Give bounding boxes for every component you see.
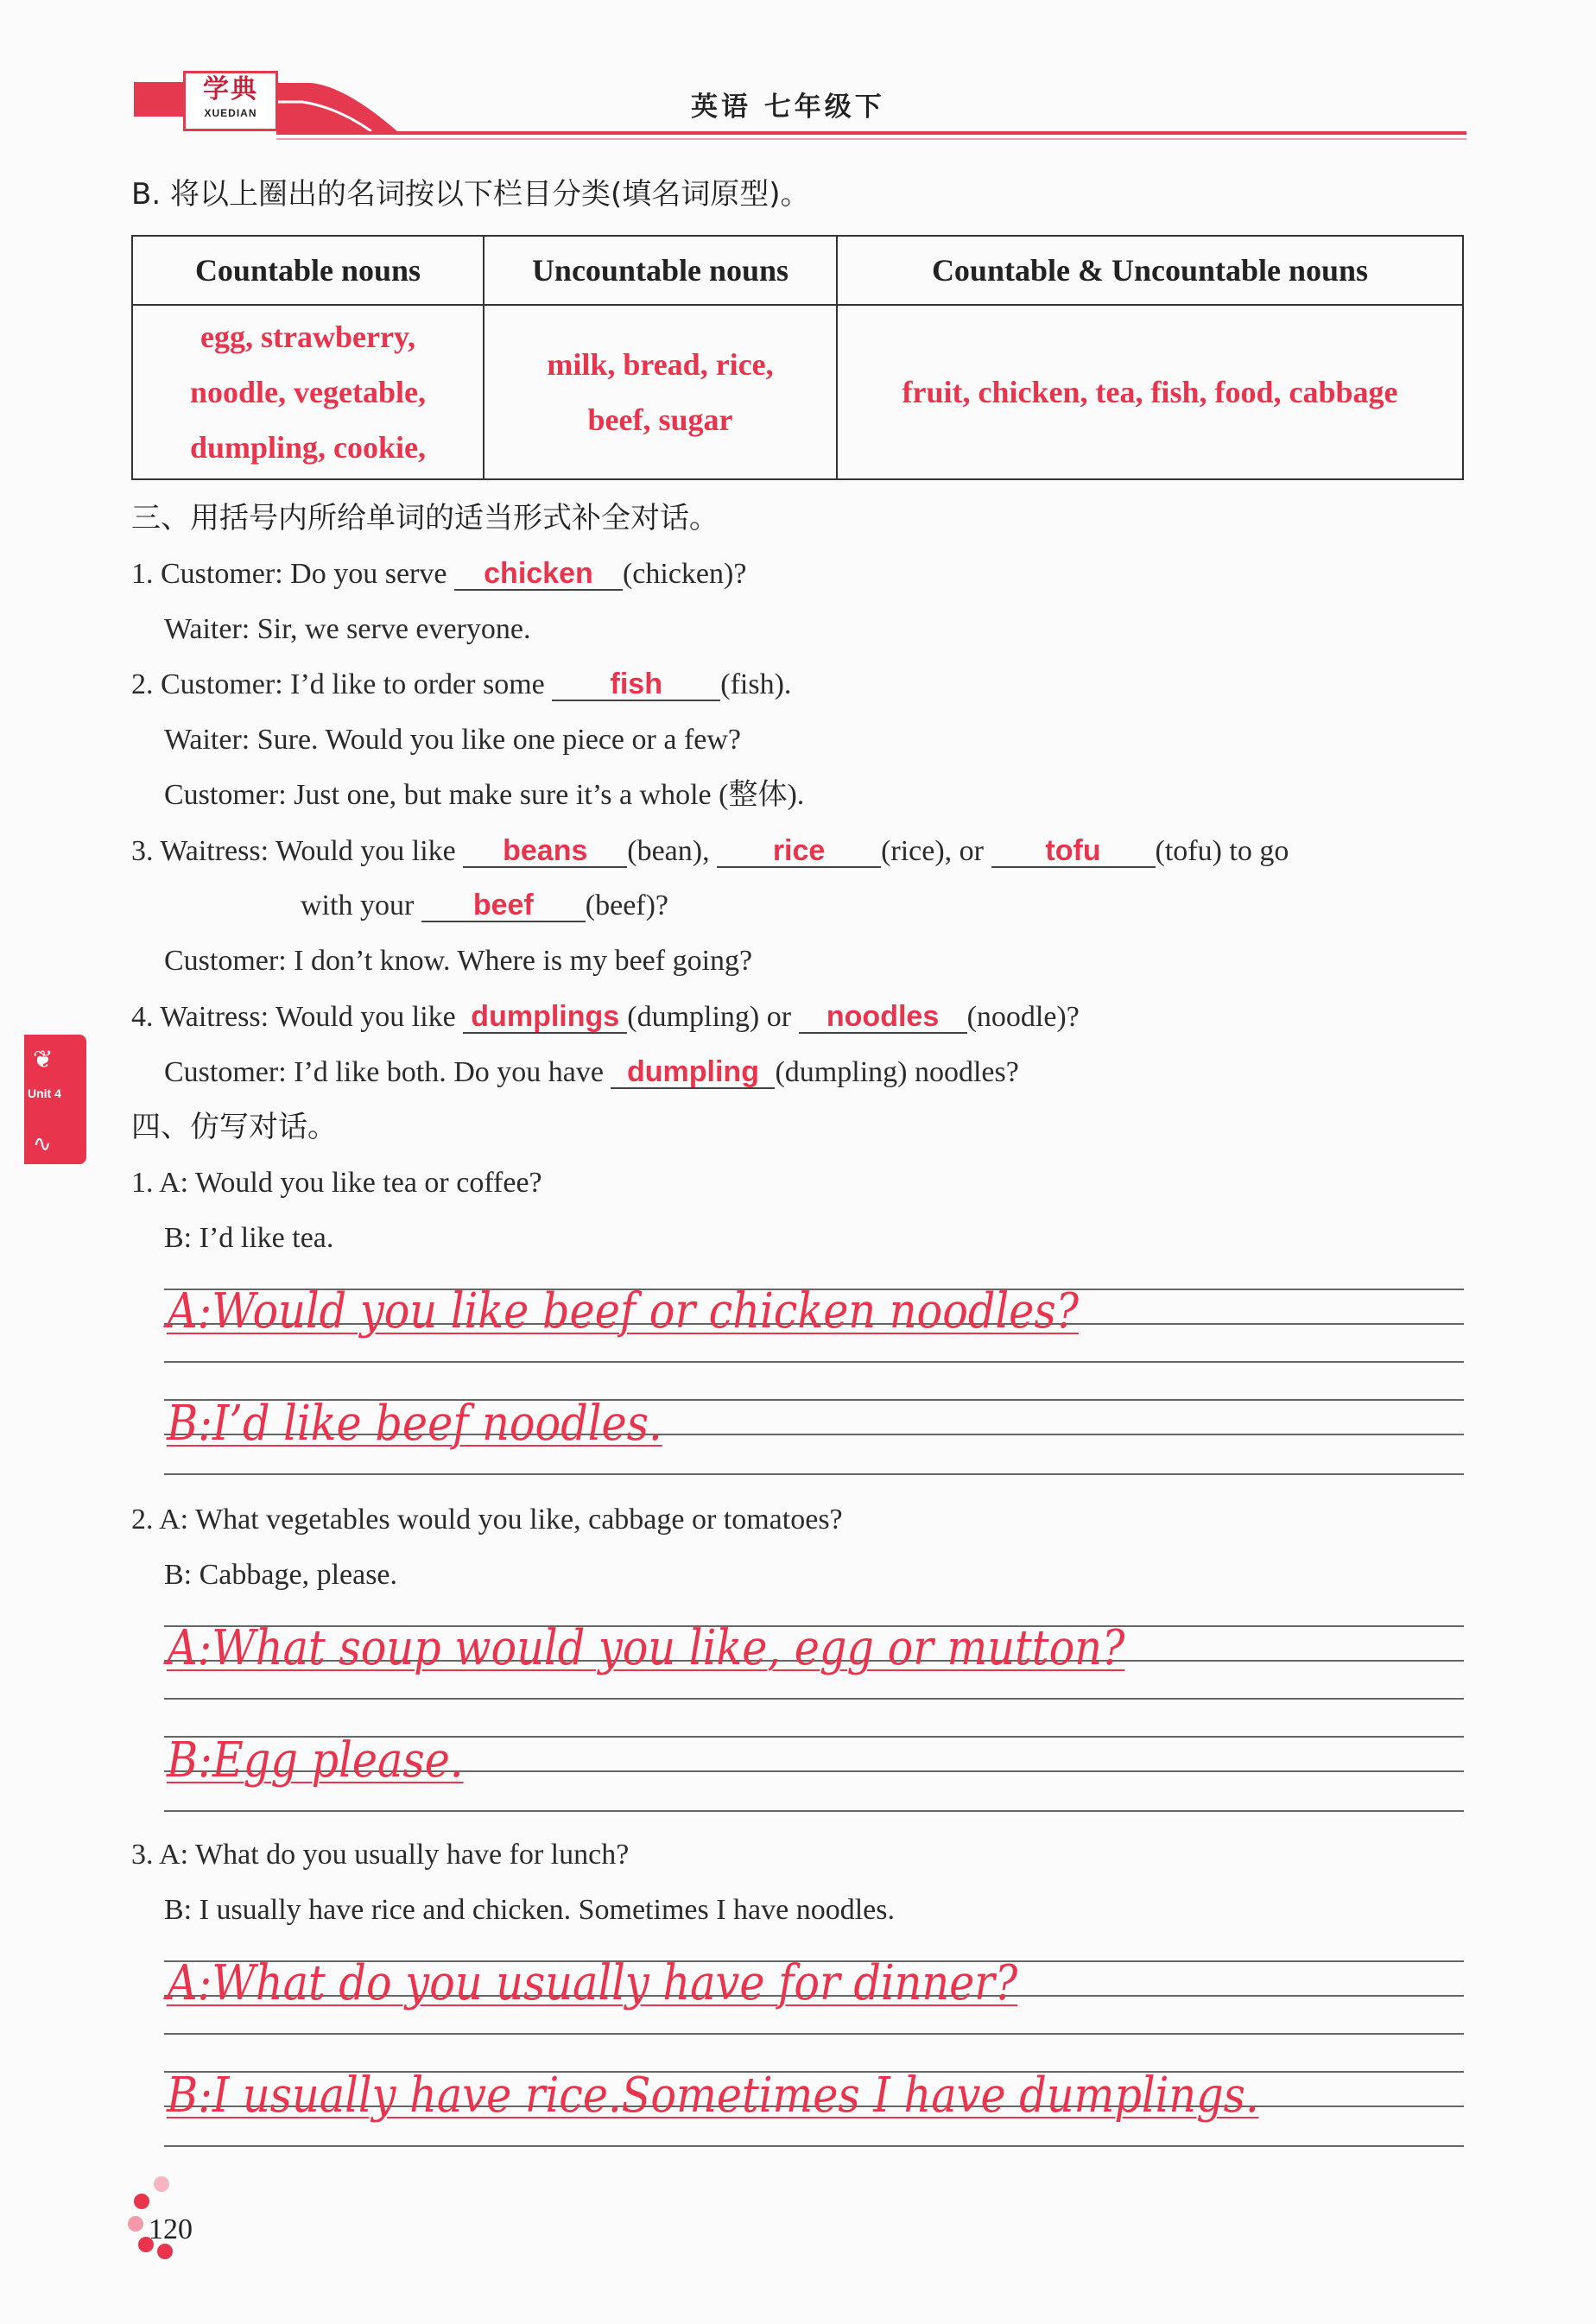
q1-reply: Waiter: Sir, we serve everyone.: [164, 613, 531, 645]
q4-hint-3: (dumpling) noodles?: [775, 1056, 1019, 1088]
q4-prompt: 4. Waitress: Would you like: [131, 1001, 456, 1033]
q4-answer-3[interactable]: dumpling: [611, 1056, 775, 1089]
s4-q3-b: B: I usually have rice and chicken. Sometimes I have noodles.: [164, 1894, 895, 1926]
q3-customer: Customer: I don’t know. Where is my beef going?: [164, 945, 753, 977]
q3-hint-3: (tofu) to go: [1155, 835, 1289, 867]
q3-line: [131, 834, 1289, 869]
q4-prompt-2: Customer: I’d like both. Do you have: [164, 1056, 604, 1088]
q4-answer-1[interactable]: dumplings: [463, 1001, 627, 1034]
section-3-heading: 三、用括号内所给单词的适当形式补全对话。: [131, 501, 719, 535]
countable-line: noodle, vegetable,: [190, 375, 426, 409]
q1-hint: (chicken)?: [622, 558, 747, 590]
q4-hint-1: (dumpling) or: [627, 1001, 792, 1033]
q3-prompt: 3. Waitress: Would you like: [131, 835, 456, 867]
header-countable: Countable nouns: [132, 236, 484, 305]
q3-hint-2: (rice), or: [881, 835, 984, 867]
q3-answer-4[interactable]: beef: [421, 890, 586, 922]
writing-line: [164, 2033, 1464, 2035]
writing-line: [164, 1361, 1464, 1363]
s4-q2-b: B: Cabbage, please.: [164, 1559, 398, 1591]
q1-answer-blank[interactable]: chicken: [454, 558, 623, 591]
q3-answer-3[interactable]: tofu: [991, 835, 1156, 868]
cell-uncountable: [484, 305, 837, 479]
s4-q2-a: 2. A: What vegetables would you like, cabbage or tomatoes?: [131, 1504, 843, 1536]
q4-answer-2[interactable]: noodles: [799, 1001, 967, 1034]
writing-line: [164, 1698, 1464, 1700]
countable-line: egg, strawberry,: [200, 320, 415, 354]
q1-line: [131, 557, 746, 592]
decor-dot: [154, 2176, 169, 2192]
header-both: Countable & Uncountable nouns: [837, 236, 1463, 305]
s4-answer-1a[interactable]: A:Would you like beef or chicken noodles?: [167, 1283, 1080, 1339]
writing-line: [164, 1810, 1464, 1812]
table-header-row: [132, 236, 1463, 305]
s4-answer-1b[interactable]: B:I’d like beef noodles.: [167, 1396, 662, 1452]
q3-hint-1: (bean),: [627, 835, 710, 867]
s4-answer-3a[interactable]: A:What do you usually have for dinner?: [167, 1955, 1018, 2011]
q3-prompt-2: with your: [301, 890, 415, 921]
writing-line: [164, 1473, 1464, 1475]
unit-label: Unit 4: [28, 1086, 61, 1100]
q4-line: [131, 1000, 1080, 1035]
unit-side-tab: [24, 1035, 86, 1164]
q1-prompt: 1. Customer: Do you serve: [131, 558, 447, 590]
q3-line-2: [301, 889, 668, 923]
s4-answer-2a[interactable]: A:What soup would you like, egg or mutton?: [167, 1620, 1125, 1676]
q2-reply: Waiter: Sure. Would you like one piece or a few?: [164, 724, 741, 756]
q2-customer: Customer: Just one, but make sure it’s a whole (整体).: [164, 779, 805, 811]
s4-answer-2b[interactable]: B:Egg please.: [167, 1732, 464, 1789]
s4-answer-3b[interactable]: B:I usually have rice.Sometimes I have dumplings.: [167, 2068, 1259, 2124]
s4-q1-a: 1. A: Would you like tea or coffee?: [131, 1167, 542, 1199]
cell-both: fruit, chicken, tea, fish, food, cabbage: [837, 305, 1463, 479]
page-number: 120: [149, 2213, 193, 2245]
header-rule-thin: [276, 138, 1466, 140]
decor-dot: [134, 2194, 149, 2209]
s4-q3-a: 3. A: What do you usually have for lunch?: [131, 1839, 630, 1871]
q2-answer-blank[interactable]: fish: [552, 668, 720, 701]
q3-answer-1[interactable]: beans: [463, 835, 627, 868]
wave-icon: ∿: [33, 1131, 52, 1156]
uncountable-line: beef, sugar: [587, 402, 733, 437]
logo-en: XUEDIAN: [204, 107, 257, 119]
decor-dot: [128, 2216, 143, 2232]
writing-line: [164, 2145, 1464, 2147]
book-title: 英语 七年级下: [691, 92, 885, 123]
section-4-heading: 四、仿写对话。: [131, 1110, 337, 1144]
logo-cn: 学典: [203, 74, 258, 104]
table-row: [132, 305, 1463, 479]
uncountable-line: milk, bread, rice,: [547, 347, 774, 382]
cell-countable: [132, 305, 484, 479]
section-b-heading: B. 将以上圈出的名词按以下栏目分类(填名词原型)。: [131, 177, 810, 212]
header-swoosh: [259, 78, 397, 135]
header-rule: [276, 131, 1466, 135]
noun-table: [131, 235, 1464, 480]
q3-answer-2[interactable]: rice: [717, 835, 881, 868]
s4-q1-b: B: I’d like tea.: [164, 1222, 334, 1254]
q2-line: [131, 668, 791, 702]
logo: [183, 71, 278, 131]
q2-prompt: 2. Customer: I’d like to order some: [131, 668, 545, 700]
header-uncountable: Uncountable nouns: [484, 236, 837, 305]
q4-hint-2: (noodle)?: [966, 1001, 1080, 1033]
wing-icon: ❦: [33, 1047, 54, 1073]
countable-line: dumpling, cookie,: [189, 430, 427, 465]
q4-line-2: [164, 1055, 1019, 1090]
q3-hint-4: (beef)?: [585, 890, 669, 921]
q2-hint: (fish).: [720, 668, 792, 700]
